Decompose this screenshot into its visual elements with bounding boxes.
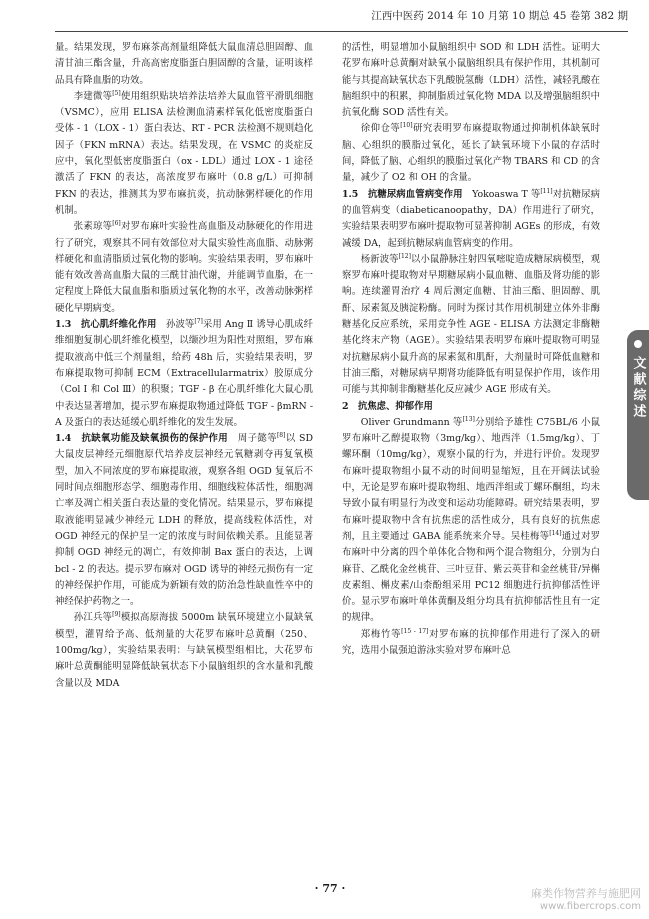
citation: [7] (194, 317, 203, 325)
watermark-site-name: 麻类作物营养与施肥网 (531, 887, 641, 900)
citation: [10] (400, 122, 413, 130)
paragraph: 量。结果发现，罗布麻茶高剂量组降低大鼠血清总胆固醇、血清甘油三酯含量，升高高密度脂蛋白胆固醇的含量，证明该样品具有降血脂的功效。 (55, 42, 313, 86)
citation: [14] (549, 529, 562, 537)
journal-header: 江西中医药 2014 年 10 月第 10 期总 45 卷第 382 期 (371, 10, 628, 22)
section-title: 抗糖尿病血管病变作用 (367, 188, 463, 200)
section-paragraph: 1.3 抗心肌纤维化作用 孙波等[7]采用 Ang Ⅱ 诱导心肌成纤维细胞复制心肌纤维化模型，以缬沙坦为阳性对照组，罗布麻提取液高中低三个剂量组，给药 48h 后，实验结果表明，罗布麻提取物可抑制 ECM（Extracellularmatrix）胶原成分（Col Ⅰ 和 Col Ⅲ）的积聚；TGF - β 在心肌纤维化大鼠心肌中表达显著增加，提示罗布麻提取物通过降低 TGF - βmRN - A 及蛋白的表达延缓心肌纤维化的发生发展。 (55, 317, 313, 428)
right-column (342, 40, 600, 872)
section-title: 抗焦虑、抑郁作用 (357, 400, 433, 412)
paragraph: 杨新波等[12]以小鼠静脉注射四氧嘧啶造成糖尿病模型，观察罗布麻叶提取物对早期糖尿病小鼠血糖、血脂及肾功能的影响。连续灌胃治疗 4 周后测定血糖、甘油三酯、胆固醇、肌酐、尿素氮及胰淀粉酶。同时为探讨其作用机制建立体外非酶糖基化反应系统，采用竞争性 AGE - ELISA 方法测定非酶糖基化终末产物（AGE）。实验结果表明罗布麻叶提取物可明显对抗糖尿病小鼠升高的尿素氮和肌酐，大剂量时可降低血糖和甘油三酯，对糖尿病早期肾功能降低有明显保护作用，该作用可能与其抑制非酶糖基化反应减少 AGE 形成有关。 (342, 252, 600, 396)
paragraph: 徐仰仓等[10]研究表明罗布麻提取物通过抑制机体缺氧时脑、心组织的膜脂过氧化，延长了缺氧环境下小鼠的存活时间，降低了脑、心组织的膜脂过氧化产物 TBARS 和 CD 的含量，减少了 O2 和 OH 的含量。 (342, 122, 600, 184)
section-number: 1.5 (342, 188, 359, 200)
section-side-tab (627, 330, 649, 500)
citation: [11] (540, 187, 553, 195)
watermark-url: www.fibercrops.com (539, 901, 641, 912)
tab-dot-icon (634, 340, 642, 348)
section-number: 2 (342, 400, 349, 412)
section-paragraph: 1.5 抗糖尿病血管病变作用 Yokoaswa T 等[11]对抗糖尿病的血管病变（diabeticanoopathy，DA）作用进行了研究，实验结果表明罗布麻叶提取物可显著抑制 AGEs 的形成，有效减缓 DA，起到抗糖尿病血管病变的作用。 (342, 187, 600, 249)
citation: [12] (398, 252, 411, 260)
paragraph: 郑梅竹等[15 - 17]对罗布麻的抗抑郁作用进行了深入的研究，选用小鼠强迫游泳实验对罗布麻叶总 (342, 627, 600, 656)
paragraph: 孙江兵等[9]模拟高原海拔 5000m 缺氧环境建立小鼠缺氧模型，灌胃给予高、低剂量的大花罗布麻叶总黄酮（250、100mg/kg），实验结果表明：与缺氧模型组相比，大花罗布麻叶总黄酮能明显降低缺氧状态下小鼠脑组织的含水量和乳酸含量以及 MDA (55, 611, 313, 689)
section-title: 抗缺氧功能及缺氧损伤的保护作用 (81, 433, 229, 445)
citation: [5] (112, 89, 121, 97)
citation: [15 - 17] (401, 627, 429, 635)
section-number: 1.3 (55, 319, 72, 331)
citation: [13] (462, 415, 475, 423)
paragraph: 张素琼等[6]对罗布麻叶实验性高血脂及动脉硬化的作用进行了研究，观察其不同有效部位对大鼠实验性高血脂、动脉粥样硬化和血清脂质过氧化物的影响。实验结果表明，罗布麻叶能有效改善高血脂大鼠的三酰甘油代谢，并能调节血脂，在一定程度上降低大鼠血脂和脂质过氧化物的水平，改善动脉粥样硬化早期病变。 (55, 220, 313, 314)
header-rule (55, 31, 628, 32)
citation: [6] (112, 220, 121, 228)
paragraph: 的活性，明显增加小鼠脑组织中 SOD 和 LDH 活性。证明大花罗布麻叶总黄酮对缺氧小鼠脑组织具有保护作用，其机制可能与其提高缺氧状态下乳酸脱氢酶（LDH）活性，减轻乳酸在脑组织中的积累，抑制脂质过氧化物 MDA 以及增强脑组织中抗氧化酶 SOD 活性有关。 (342, 42, 600, 119)
section-number: 1.4 (55, 433, 72, 445)
citation: [9] (112, 611, 121, 619)
section-heading (342, 399, 600, 415)
citation: [8] (276, 432, 286, 439)
paragraph: 李建微等[5]使用组织贴块培养法培养大鼠血管平滑肌细胞（VSMC），应用 ELISA 法检测血清素样氧化低密度脂蛋白受体 - 1（LOX - 1）蛋白表达、RT - PCR 法检测不规则趋化因子（FKN mRNA）表达。结果发现，在 VSMC 的炎症反应中，氧化型低密度脂蛋白（ox - LDL）通过 LOX - 1 途径激活了 FKN 的表达，高浓度罗布麻叶（0.8 g/L）可抑制 FKN 的表达，推测其为罗布麻抗炎，抗动脉粥样硬化的作用机制。 (55, 89, 313, 216)
section-paragraph: 1.4 抗缺氧功能及缺氧损伤的保护作用 周子懿等[8]以 SD 大鼠皮层神经元细胞原代培养皮层神经元氧糖剥夺再复氧模型，加入不同浓度的罗布麻提取液，观察各组 OGD 复氧后不同时间点细胞形态学、细胞毒作用、细胞线粒体活性，细胞凋亡率及凋亡相关蛋白表达量的变化情况。结果显示，罗布麻提取液能明显减少神经元 LDH 的释放，提高线粒体活性，对 OGD 神经元的保护呈一定的浓度与时间依赖关系。且能显著抑制 OGD 神经元的凋亡，有效抑制 Bax 蛋白的表达，上调 bcl - 2 的表达。提示罗布麻对 OGD 诱导的神经元损伤有一定的神经保护作用，可能成为新颖有效的防治急性缺血性卒中的神经保护药物之一。 (55, 432, 313, 608)
watermark (531, 887, 641, 913)
section-title: 抗心肌纤维化作用 (80, 319, 157, 331)
page-number: · 77 · (314, 882, 346, 895)
paragraph: Oliver Grundmann 等[13]分别给予雄性 C75BL/6 小鼠罗布麻叶乙醇提取物（3mg/kg）、地西泮（1.5mg/kg）、丁螺环酮（10mg/kg），观察小鼠的行为，并进行评价。发现罗布麻叶提取物组小鼠不动的时间明显缩短，且在开阔法试验中，无论是罗布麻叶提取物组、地西泮组或丁螺环酮组，均未导致小鼠有明显行为改变和运动功能障碍。研究结果表明，罗布麻叶提取物中含有抗焦虑的活性成分，具有良好的抗焦虑剂，且主要通过 GABA 能系统来介导。吴桂梅等[14]通过对罗布麻叶中分离的四个单体化合物和两个混合物组分，分别为白麻苷、乙酰化金丝桃苷、三叶豆苷、紫云英苷和金丝桃苷/异槲皮素组、槲皮素/山柰酚组采用 PC12 细胞进行抗抑郁活性评价。显示罗布麻叶单体黄酮及组分均具有抗抑郁活性且有一定的规律。 (342, 415, 600, 624)
side-tab-label: 文献综述 (630, 356, 646, 420)
left-column (55, 40, 313, 872)
